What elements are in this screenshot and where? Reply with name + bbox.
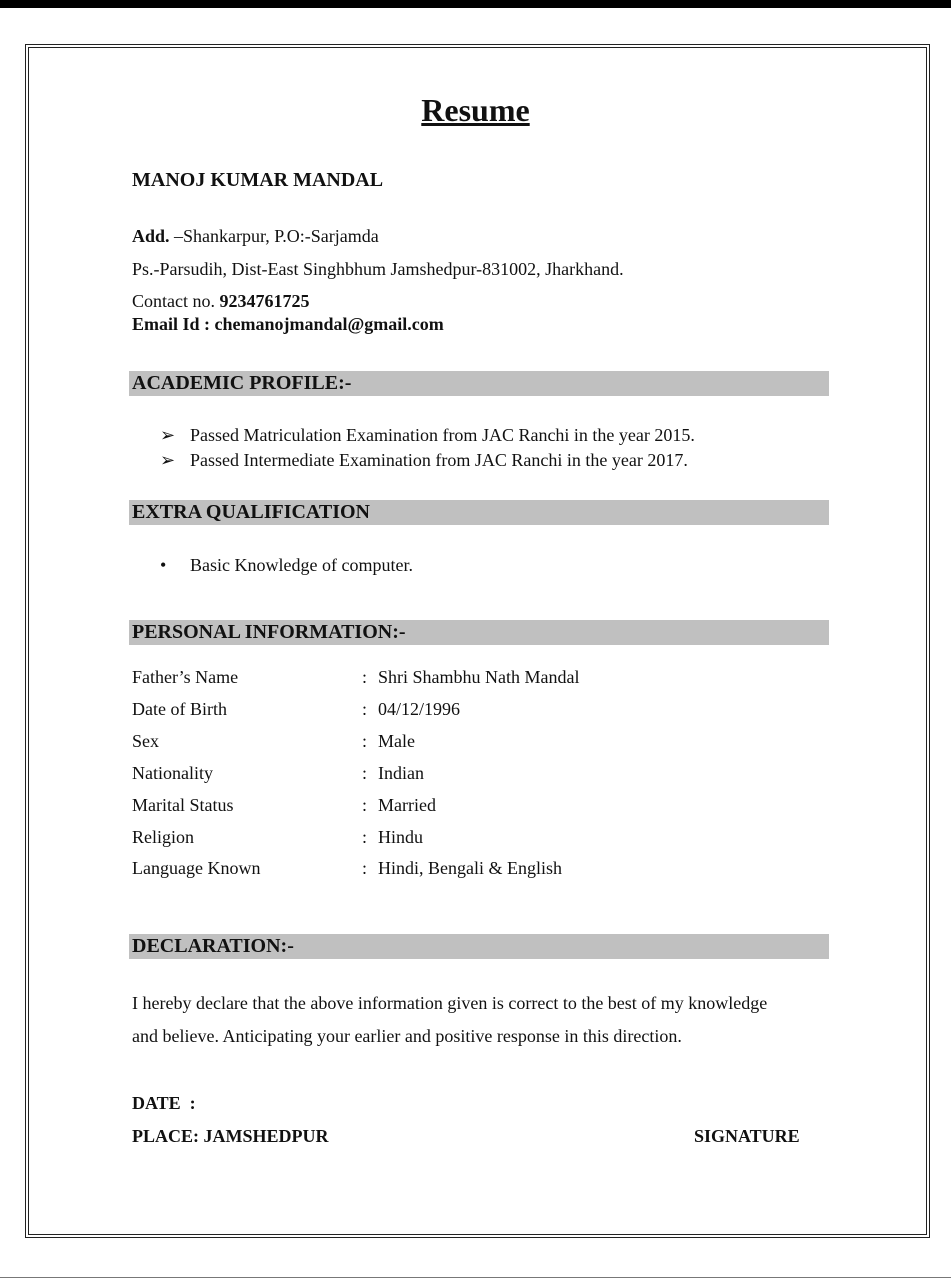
personal-info-row: Date of Birth : 04/12/1996 — [132, 699, 461, 719]
applicant-name: MANOJ KUMAR MANDAL — [132, 169, 384, 191]
section-personal-information: PERSONAL INFORMATION:- — [129, 620, 829, 645]
arrow-bullet-icon: ➢ — [160, 425, 176, 445]
list-item: ➢ Passed Matriculation Examination from JAC Ranchi in the year 2015. — [160, 425, 695, 445]
personal-info-row: Language Known : Hindi, Bengali & English — [132, 858, 562, 878]
contact-label: Contact no. — [132, 291, 220, 311]
personal-info-row: Marital Status : Married — [132, 795, 436, 815]
personal-info-row: Father’s Name : Shri Shambhu Nath Mandal — [132, 667, 580, 687]
contact-line — [132, 291, 310, 312]
list-item: • Basic Knowledge of computer. — [160, 555, 413, 575]
declaration-line-1: I hereby declare that the above information given is correct to the best of my knowledge — [132, 993, 768, 1013]
section-declaration: DECLARATION:- — [129, 934, 829, 959]
email-line — [132, 314, 444, 335]
personal-info-row: Religion : Hindu — [132, 827, 423, 847]
address-line-1 — [132, 226, 379, 247]
address-line-2: Ps.-Parsudih, Dist-East Singhbhum Jamshedpur-831002, Jharkhand. — [132, 259, 624, 279]
bottom-rule — [0, 1277, 951, 1278]
list-item: ➢ Passed Intermediate Examination from JAC Ranchi in the year 2017. — [160, 450, 688, 470]
address-line-1-text: –Shankarpur, P.O:-Sarjamda — [169, 226, 379, 246]
dot-bullet-icon: • — [160, 555, 167, 575]
arrow-bullet-icon: ➢ — [160, 450, 176, 470]
declaration-line-2: and believe. Anticipating your earlier and positive response in this direction. — [132, 1026, 682, 1046]
date-label: DATE : — [132, 1093, 196, 1113]
signature-label: SIGNATURE — [694, 1126, 800, 1146]
section-academic-profile: ACADEMIC PROFILE:- — [129, 371, 829, 396]
personal-info-row: Sex : Male — [132, 731, 415, 751]
section-extra-qualification: EXTRA QUALIFICATION — [129, 500, 829, 525]
document-title: Resume — [421, 92, 530, 128]
address-label: Add. — [132, 226, 170, 246]
place-label: PLACE: JAMSHEDPUR — [132, 1126, 329, 1146]
contact-number: 9234761725 — [219, 291, 310, 311]
email-value: chemanojmandal@gmail.com — [214, 314, 444, 334]
email-label: Email Id : — [132, 314, 215, 334]
personal-info-row: Nationality : Indian — [132, 763, 424, 783]
top-border-bar — [0, 0, 951, 8]
